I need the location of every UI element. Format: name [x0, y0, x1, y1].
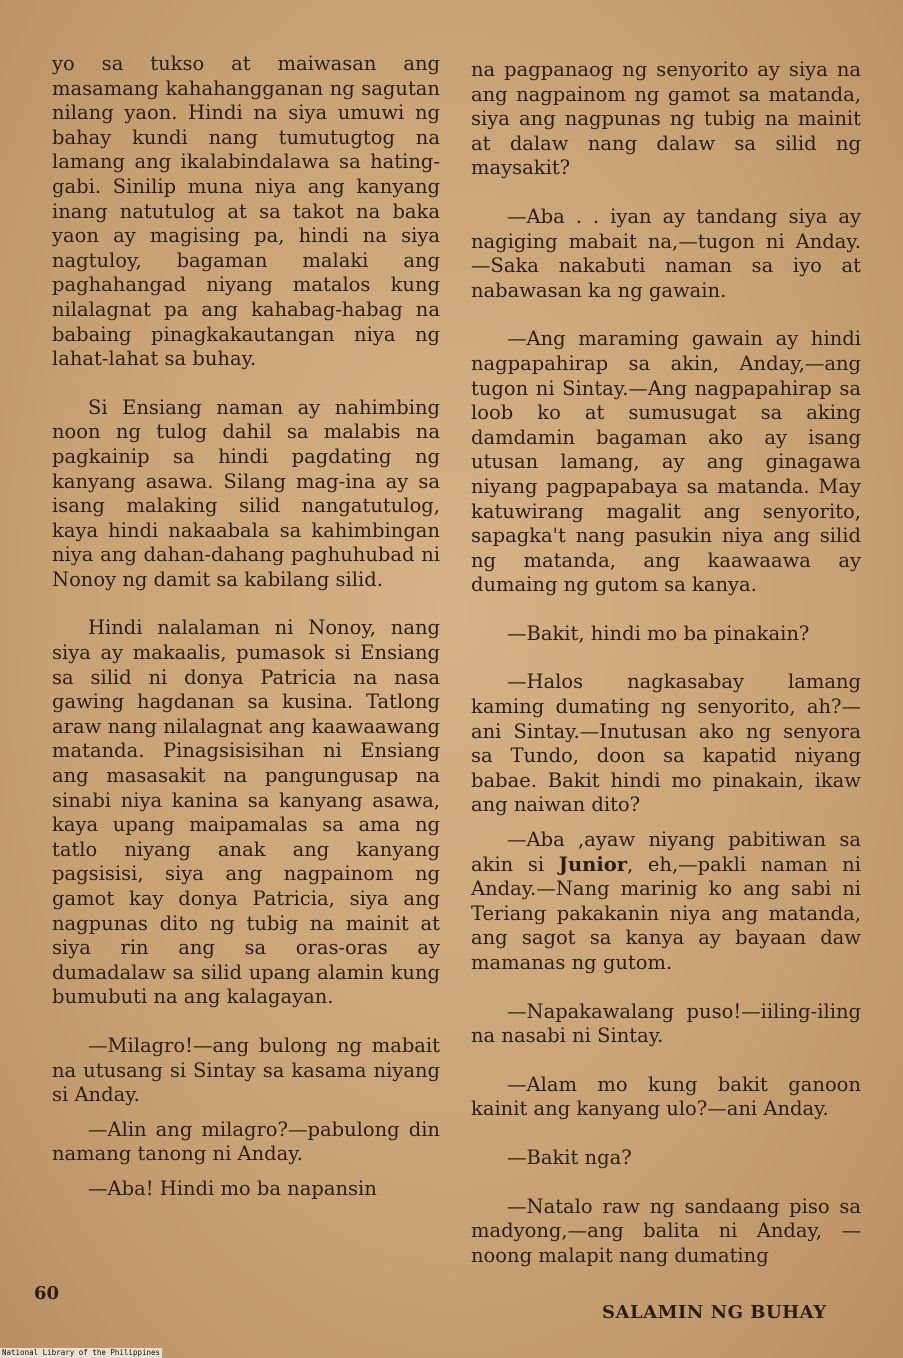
paragraph: —Alin ang milagro?—pabulong din namang tanong ni Anday.: [52, 1117, 440, 1166]
paragraph: —Alam mo kung bakit ganoon kainit ang kanyang ulo?—ani Anday.: [471, 1072, 861, 1121]
paragraph: —Bakit nga?: [507, 1145, 632, 1169]
paragraph: yo sa tukso at maiwasan ang masamang kahahangganan ng sagutan nilang yaon. Hindi na siya umuwi ng bahay kundi nang tumutugtog na lamang ang ikalabindalawa sa hating-gabi. Sinilip muna niya ang kanyang inang natutulog at sa takot na baka yaon ay magising pa, hindi na siya nagtuloy, bagaman malaki ang paghahangad niyang matalos kung nilalagnat pa ang kahabag-habag na babaing pinagkakautangan niya ng lahat-lahat sa buhay.: [52, 52, 440, 371]
library-credit: National Library of the Philippines: [2, 1348, 161, 1357]
right-column: [471, 58, 861, 1292]
paragraph: [471, 828, 861, 976]
paragraph: Si Ensiang naman ay nahimbing noon ng tulog dahil sa malabis na pagkainip sa hindi pagdating ng kanyang asawa. Silang mag-ina ay sa isang malaking silid nangatutulog, kaya hindi nakaabala sa kahimbingan niya ang dahan-dahang paghuhubad ni Nonoy ng damit sa kabilang silid.: [52, 395, 440, 591]
text-run: , eh,—pakli naman ni Anday.—Nang marinig ko ang sabi ni Teriang pakakanin niya ang matanda, ang sagot sa kanya ay bayaan daw mamanas ng gutom.: [471, 852, 861, 974]
paragraph: —Aba! Hindi mo ba napansin: [88, 1176, 377, 1200]
text-run: —Aba ,ayaw niyang pabitiwan sa akin si: [471, 828, 861, 876]
publication-title: SALAMIN NG BUHAY: [602, 1302, 827, 1323]
paragraph: —Napakawalang puso!—iiling-iling na nasabi ni Sintay.: [471, 999, 861, 1048]
paragraph: —Aba . . iyan ay tandang siya ay nagiging mabait na,—tugon ni Anday.—Saka nakabuti naman sa iyo at nabawasan ka ng gawain.: [471, 204, 861, 302]
paragraph: Hindi nalalaman ni Nonoy, nang siya ay makaalis, pumasok si Ensiang sa silid ni donya Patricia na nasa gawing hagdanan sa kusina. Tatlong araw nang nilalagnat ang kaawaawang matanda. Pinagsisisihan ni Ensiang ang masasakit na pangungusap na sinabi niya kanina sa kanyang asawa, kaya upang maipamalas sa ama ng tatlo niyang anak ang kanyang pagsisisi, siya ang nagpainom ng gamot kay donya Patricia, siya ang nagpunas dito ng tubig na mainit at siya rin ang sa oras-oras ay dumadalaw sa silid upang alamin kung bumubuti na ang kalagayan.: [52, 616, 440, 1009]
paragraph: —Natalo raw ng sandaang piso sa madyong,—ang balita ni Anday, —noong malapit nang dumating: [471, 1194, 861, 1267]
bold-text: Junior: [558, 852, 628, 876]
page-number: 60: [34, 1283, 60, 1304]
paragraph: —Ang maraming gawain ay hindi nagpapahirap sa akin, Anday,—ang tugon ni Sintay.—Ang nagpapahirap sa loob ko at sumusugat sa aking damdamin bagaman ako ay isang utusan lamang, ay ang ginagawa niyang pagpapabaya sa matanda. May katuwirang magalit ang senyorito, sapagka't nang pasukin niya ang silid ng matanda, ang kaawaawa ay dumaing ng gutom sa kanya.: [471, 327, 861, 597]
paragraph: na pagpanaog ng senyorito ay siya na ang nagpainom ng gamot sa matanda, siya ang nagpunas ng tubig na mainit at dalaw nang dalaw sa silid ng maysakit?: [471, 58, 861, 180]
paragraph: —Halos nagkasabay lamang kaming dumating ng senyorito, ah?—ani Sintay.—Inutusan ako ng senyora sa Tundo, doon sa kapatid niyang babae. Bakit hindi mo pinakain, ikaw ang naiwan dito?: [471, 670, 861, 817]
paragraph: —Milagro!—ang bulong ng mabait na utusang si Sintay sa kasama niyang si Anday.: [52, 1033, 440, 1107]
paragraph: —Bakit, hindi mo ba pinakain?: [507, 621, 810, 645]
left-column: [52, 52, 440, 1226]
